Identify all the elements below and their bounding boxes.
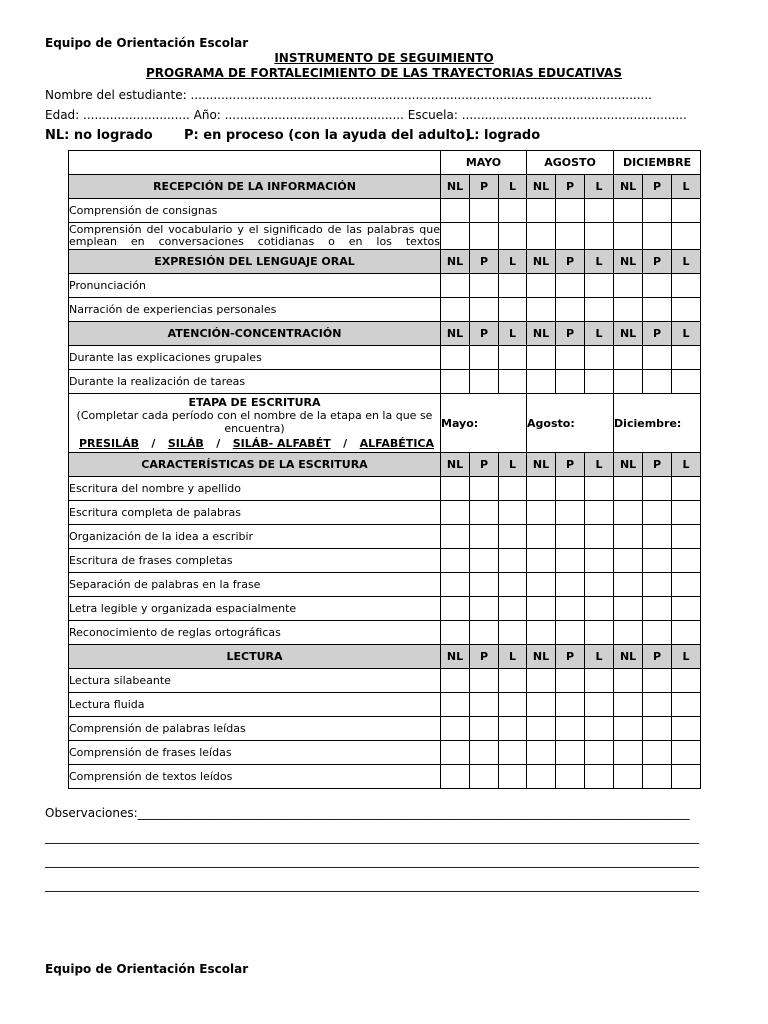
code-header: P: [643, 250, 672, 274]
legend-p: P: en proceso (con la ayuda del adulto): [184, 128, 472, 143]
rating-cell[interactable]: [643, 298, 672, 322]
code-header: P: [470, 453, 499, 477]
rating-cell[interactable]: [527, 525, 556, 549]
rating-cell[interactable]: [470, 597, 499, 621]
code-header: P: [643, 645, 672, 669]
code-header: P: [470, 250, 499, 274]
rating-cell[interactable]: [672, 370, 701, 394]
code-header: NL: [527, 175, 556, 199]
code-header: P: [556, 250, 585, 274]
rating-cell[interactable]: [556, 765, 585, 789]
section-row: [69, 322, 701, 346]
rating-cell[interactable]: [614, 274, 643, 298]
rating-cell[interactable]: [556, 693, 585, 717]
rating-cell[interactable]: [643, 693, 672, 717]
code-header: NL: [441, 175, 470, 199]
rating-cell[interactable]: [470, 501, 499, 525]
criterion-label: Comprensión de frases leídas: [69, 741, 441, 765]
rating-cell[interactable]: [614, 717, 643, 741]
code-header: P: [556, 645, 585, 669]
code-header: P: [470, 322, 499, 346]
rating-cell[interactable]: [441, 549, 470, 573]
criterion-label: Narración de experiencias personales: [69, 298, 441, 322]
rating-cell[interactable]: [441, 199, 470, 223]
criterion-label: Comprensión del vocabulario y el significado de las palabras que emplean en conversaciones cotidianas o en los textos: [69, 223, 440, 248]
code-header: L: [672, 250, 701, 274]
rating-cell[interactable]: [527, 346, 556, 370]
section-title: RECEPCIÓN DE LA INFORMACIÓN: [69, 175, 441, 199]
stage-separator: /: [151, 437, 156, 450]
code-header: NL: [441, 250, 470, 274]
rating-cell[interactable]: [556, 370, 585, 394]
rating-cell[interactable]: [556, 346, 585, 370]
rating-cell[interactable]: [499, 370, 527, 394]
rating-cell[interactable]: [470, 199, 499, 223]
table-row: [69, 573, 701, 597]
code-header: NL: [441, 645, 470, 669]
rating-cell[interactable]: [527, 693, 556, 717]
section-title: LECTURA: [69, 645, 441, 669]
table-row: [69, 370, 701, 394]
table-row: [69, 693, 701, 717]
document-title: INSTRUMENTO DE SEGUIMIENTO: [274, 51, 494, 65]
rating-cell[interactable]: [614, 693, 643, 717]
rating-cell[interactable]: [499, 274, 527, 298]
table-row: [69, 346, 701, 370]
rating-cell[interactable]: [527, 477, 556, 501]
rating-cell[interactable]: [527, 501, 556, 525]
rating-cell[interactable]: [470, 693, 499, 717]
criterion-label: Lectura silabeante: [69, 669, 441, 693]
rating-cell[interactable]: [614, 370, 643, 394]
criterion-label: Letra legible y organizada espacialmente: [69, 597, 441, 621]
rating-cell[interactable]: [470, 549, 499, 573]
rating-cell[interactable]: [441, 573, 470, 597]
code-header: NL: [527, 250, 556, 274]
rating-cell[interactable]: [643, 741, 672, 765]
rating-cell[interactable]: [527, 669, 556, 693]
writing-stage-instruction: (Completar cada período con el nombre de la etapa en la que se encuentra): [76, 409, 433, 435]
rating-cell[interactable]: [556, 549, 585, 573]
rating-cell[interactable]: [441, 477, 470, 501]
table-row: [69, 669, 701, 693]
rating-cell[interactable]: [527, 223, 556, 250]
rating-cell[interactable]: [614, 477, 643, 501]
rating-cell[interactable]: [499, 573, 527, 597]
code-header: P: [643, 175, 672, 199]
rating-cell[interactable]: [614, 765, 643, 789]
rating-cell[interactable]: [527, 274, 556, 298]
table-row: [69, 274, 701, 298]
legend-nl: NL: no logrado: [45, 128, 153, 143]
code-header: L: [672, 322, 701, 346]
rating-cell[interactable]: [441, 525, 470, 549]
rating-cell[interactable]: [499, 693, 527, 717]
rating-cell[interactable]: [556, 525, 585, 549]
writing-stage-row: [69, 394, 701, 453]
rating-cell[interactable]: [556, 597, 585, 621]
month-header: AGOSTO: [527, 151, 614, 175]
rating-cell[interactable]: [643, 765, 672, 789]
rating-cell[interactable]: [527, 741, 556, 765]
criterion-label: Pronunciación: [69, 274, 441, 298]
section-title: EXPRESIÓN DEL LENGUAJE ORAL: [69, 250, 441, 274]
rating-cell[interactable]: [585, 346, 614, 370]
rating-cell[interactable]: [441, 765, 470, 789]
rating-cell[interactable]: [441, 693, 470, 717]
rating-cell[interactable]: [672, 597, 701, 621]
rating-cell[interactable]: [585, 621, 614, 645]
rating-cell[interactable]: [672, 573, 701, 597]
section-row: [69, 175, 701, 199]
rating-cell[interactable]: [585, 765, 614, 789]
rating-cell[interactable]: [556, 501, 585, 525]
blank-cell: [69, 151, 441, 175]
rating-cell[interactable]: [672, 346, 701, 370]
rating-cell[interactable]: [556, 621, 585, 645]
header-org: Equipo de Orientación Escolar: [45, 36, 249, 50]
age-year-school-field: Edad: ............................ Año: ............................................... Escuela: ...........................................................: [45, 108, 687, 122]
rating-cell[interactable]: [614, 621, 643, 645]
rating-cell[interactable]: [527, 199, 556, 223]
tracking-table: [68, 150, 701, 789]
code-header: L: [672, 453, 701, 477]
rating-cell[interactable]: [585, 223, 614, 250]
rating-cell[interactable]: [672, 223, 701, 250]
rating-cell[interactable]: [470, 573, 499, 597]
rating-cell[interactable]: [614, 573, 643, 597]
month-header: DICIEMBRE: [614, 151, 701, 175]
code-header: L: [585, 645, 614, 669]
stage-separator: /: [343, 437, 348, 450]
rating-cell[interactable]: [499, 223, 527, 250]
code-header: P: [556, 453, 585, 477]
rating-cell[interactable]: [672, 765, 701, 789]
rating-cell[interactable]: [470, 717, 499, 741]
rating-cell[interactable]: [585, 199, 614, 223]
criterion-label: Organización de la idea a escribir: [69, 525, 441, 549]
code-header: NL: [527, 645, 556, 669]
rating-cell[interactable]: [470, 765, 499, 789]
rating-cell[interactable]: [556, 477, 585, 501]
rating-cell[interactable]: [672, 717, 701, 741]
code-header: L: [585, 322, 614, 346]
rating-cell[interactable]: [527, 298, 556, 322]
table-row: [69, 477, 701, 501]
rating-cell[interactable]: [470, 669, 499, 693]
period-field[interactable]: Agosto:: [527, 394, 614, 453]
code-header: P: [643, 322, 672, 346]
table-row: [69, 621, 701, 645]
rating-cell[interactable]: [499, 298, 527, 322]
rating-cell[interactable]: [441, 717, 470, 741]
rating-cell[interactable]: [614, 501, 643, 525]
stage-separator: /: [216, 437, 221, 450]
criterion-label: Durante las explicaciones grupales: [69, 346, 441, 370]
rating-cell[interactable]: [527, 549, 556, 573]
code-header: L: [499, 175, 527, 199]
rating-cell[interactable]: [643, 477, 672, 501]
rating-cell[interactable]: [499, 477, 527, 501]
writing-stage-options: [69, 435, 440, 450]
rating-cell[interactable]: [643, 199, 672, 223]
code-header: L: [672, 645, 701, 669]
code-header: P: [556, 175, 585, 199]
table-row: [69, 765, 701, 789]
observations-line: _____________________________________________________________________________________________________________: [45, 878, 699, 892]
criterion-label: Comprensión de palabras leídas: [69, 717, 441, 741]
rating-cell[interactable]: [470, 346, 499, 370]
rating-cell[interactable]: [527, 621, 556, 645]
rating-cell[interactable]: [585, 525, 614, 549]
stage-option: ALFABÉTICA: [359, 437, 434, 450]
month-header: MAYO: [441, 151, 527, 175]
code-header: L: [585, 250, 614, 274]
rating-cell[interactable]: [499, 717, 527, 741]
criterion-label: Durante la realización de tareas: [69, 370, 441, 394]
section-title: ATENCIÓN-CONCENTRACIÓN: [69, 322, 441, 346]
rating-cell[interactable]: [441, 669, 470, 693]
criterion-label: Escritura de frases completas: [69, 549, 441, 573]
rating-cell[interactable]: [614, 597, 643, 621]
rating-cell[interactable]: [672, 741, 701, 765]
rating-cell[interactable]: [470, 621, 499, 645]
rating-cell[interactable]: [614, 346, 643, 370]
table-body: [69, 151, 701, 789]
code-header: NL: [441, 322, 470, 346]
table-row: [69, 717, 701, 741]
section-row: [69, 250, 701, 274]
section-row: [69, 453, 701, 477]
rating-cell[interactable]: [499, 597, 527, 621]
rating-cell[interactable]: [556, 741, 585, 765]
table-row: [69, 199, 701, 223]
code-header: NL: [614, 645, 643, 669]
rating-cell[interactable]: [614, 549, 643, 573]
rating-cell[interactable]: [470, 525, 499, 549]
footer-org: Equipo de Orientación Escolar: [45, 962, 249, 976]
writing-stage-cell: [69, 394, 441, 453]
rating-cell[interactable]: [614, 525, 643, 549]
code-header: L: [499, 322, 527, 346]
rating-cell[interactable]: [556, 298, 585, 322]
criterion-label: Lectura fluida: [69, 693, 441, 717]
rating-cell[interactable]: [672, 501, 701, 525]
rating-cell[interactable]: [643, 274, 672, 298]
rating-cell[interactable]: [614, 741, 643, 765]
rating-cell[interactable]: [643, 223, 672, 250]
rating-cell[interactable]: [585, 477, 614, 501]
rating-cell[interactable]: [643, 573, 672, 597]
criterion-label: Comprensión de consignas: [69, 199, 441, 223]
code-header: NL: [614, 453, 643, 477]
table-row: [69, 741, 701, 765]
stage-option: SILÁB: [167, 437, 204, 450]
rating-cell[interactable]: [527, 597, 556, 621]
rating-cell[interactable]: [643, 549, 672, 573]
rating-cell[interactable]: [614, 669, 643, 693]
rating-cell[interactable]: [441, 621, 470, 645]
rating-cell[interactable]: [672, 298, 701, 322]
code-header: L: [585, 453, 614, 477]
criterion-label: Escritura completa de palabras: [69, 501, 441, 525]
code-header: NL: [614, 250, 643, 274]
stage-option: SILÁB- ALFABÉT: [232, 437, 331, 450]
rating-cell[interactable]: [585, 741, 614, 765]
rating-cell[interactable]: [672, 525, 701, 549]
rating-cell[interactable]: [499, 765, 527, 789]
table-row: [69, 501, 701, 525]
rating-cell[interactable]: [585, 549, 614, 573]
rating-cell[interactable]: [556, 223, 585, 250]
rating-cell[interactable]: [643, 370, 672, 394]
rating-cell[interactable]: [527, 573, 556, 597]
rating-cell[interactable]: [614, 298, 643, 322]
code-header: L: [585, 175, 614, 199]
table-row: [69, 549, 701, 573]
rating-cell[interactable]: [585, 274, 614, 298]
table-row: [69, 223, 701, 250]
section-title: CARACTERÍSTICAS DE LA ESCRITURA: [69, 453, 441, 477]
rating-cell[interactable]: [441, 501, 470, 525]
rating-cell[interactable]: [441, 274, 470, 298]
rating-cell[interactable]: [585, 298, 614, 322]
criterion-label: Escritura del nombre y apellido: [69, 477, 441, 501]
rating-cell[interactable]: [470, 298, 499, 322]
rating-cell[interactable]: [470, 370, 499, 394]
writing-stage-title: ETAPA DE ESCRITURA: [188, 396, 321, 409]
rating-cell[interactable]: [470, 223, 499, 250]
rating-cell[interactable]: [499, 621, 527, 645]
code-header: NL: [614, 175, 643, 199]
code-header: NL: [527, 322, 556, 346]
rating-cell[interactable]: [556, 669, 585, 693]
rating-cell[interactable]: [556, 717, 585, 741]
student-name-field: Nombre del estudiante: .........................................................................................................................: [45, 88, 652, 102]
rating-cell[interactable]: [527, 717, 556, 741]
rating-cell[interactable]: [585, 669, 614, 693]
rating-cell[interactable]: [470, 274, 499, 298]
rating-cell[interactable]: [643, 525, 672, 549]
rating-cell[interactable]: [527, 765, 556, 789]
rating-cell[interactable]: [643, 717, 672, 741]
observations-line: _____________________________________________________________________________________________________________: [45, 830, 699, 844]
code-header: NL: [441, 453, 470, 477]
rating-cell[interactable]: [643, 346, 672, 370]
rating-cell[interactable]: [672, 199, 701, 223]
code-header: NL: [614, 322, 643, 346]
code-header: L: [499, 250, 527, 274]
period-field[interactable]: Diciembre:: [614, 394, 701, 453]
rating-cell[interactable]: [441, 370, 470, 394]
rating-cell[interactable]: [527, 370, 556, 394]
rating-cell[interactable]: [441, 298, 470, 322]
rating-cell[interactable]: [556, 573, 585, 597]
rating-cell[interactable]: [499, 741, 527, 765]
code-header: P: [470, 645, 499, 669]
code-header: L: [499, 453, 527, 477]
section-row: [69, 645, 701, 669]
rating-cell[interactable]: [672, 669, 701, 693]
rating-cell[interactable]: [585, 597, 614, 621]
rating-cell[interactable]: [614, 223, 643, 250]
rating-cell[interactable]: [499, 549, 527, 573]
rating-cell[interactable]: [672, 274, 701, 298]
rating-cell[interactable]: [585, 501, 614, 525]
criterion-label: Separación de palabras en la frase: [69, 573, 441, 597]
rating-cell[interactable]: [672, 621, 701, 645]
rating-cell[interactable]: [643, 621, 672, 645]
rating-cell[interactable]: [585, 370, 614, 394]
document-subtitle: PROGRAMA DE FORTALECIMIENTO DE LAS TRAYECTORIAS EDUCATIVAS: [146, 66, 622, 80]
code-header: L: [672, 175, 701, 199]
observations-line: _____________________________________________________________________________________________________________: [45, 854, 699, 868]
rating-cell[interactable]: [643, 597, 672, 621]
rating-cell[interactable]: [499, 525, 527, 549]
rating-cell[interactable]: [441, 597, 470, 621]
table-row: [69, 298, 701, 322]
rating-cell[interactable]: [470, 741, 499, 765]
rating-cell[interactable]: [585, 573, 614, 597]
rating-cell[interactable]: [441, 346, 470, 370]
rating-cell[interactable]: [672, 693, 701, 717]
table-row: [69, 597, 701, 621]
rating-cell[interactable]: [499, 199, 527, 223]
rating-cell[interactable]: [556, 199, 585, 223]
code-header: P: [470, 175, 499, 199]
observations-label: Observaciones:____________________________________________________________________________________________: [45, 806, 690, 820]
rating-cell[interactable]: [614, 199, 643, 223]
rating-cell[interactable]: [441, 741, 470, 765]
legend-l: L: logrado: [466, 128, 541, 143]
rating-cell[interactable]: [499, 669, 527, 693]
rating-cell[interactable]: [441, 223, 470, 250]
rating-cell[interactable]: [585, 693, 614, 717]
rating-cell[interactable]: [643, 501, 672, 525]
code-header: P: [556, 322, 585, 346]
rating-cell[interactable]: [499, 501, 527, 525]
code-header: NL: [527, 453, 556, 477]
month-header-row: [69, 151, 701, 175]
period-field[interactable]: Mayo:: [441, 394, 527, 453]
stage-option: PRESILÁB: [79, 437, 139, 450]
criterion-label: Reconocimiento de reglas ortográficas: [69, 621, 441, 645]
rating-cell[interactable]: [585, 717, 614, 741]
rating-cell[interactable]: [556, 274, 585, 298]
criterion-label: Comprensión de textos leídos: [69, 765, 441, 789]
code-header: P: [643, 453, 672, 477]
rating-cell[interactable]: [672, 549, 701, 573]
table-row: [69, 525, 701, 549]
rating-cell[interactable]: [672, 477, 701, 501]
rating-cell[interactable]: [499, 346, 527, 370]
rating-cell[interactable]: [470, 477, 499, 501]
rating-cell[interactable]: [643, 669, 672, 693]
code-header: L: [499, 645, 527, 669]
